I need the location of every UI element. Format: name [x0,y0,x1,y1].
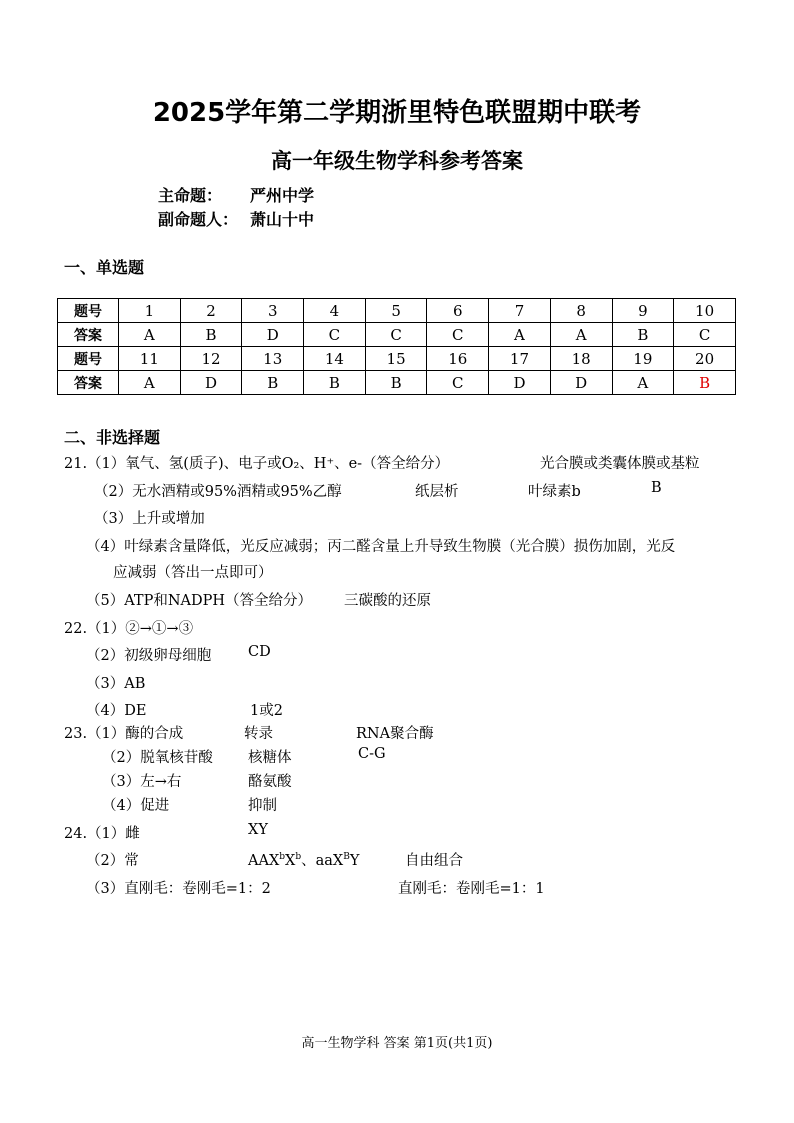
q22-line1: 22.（1）②→①→③ [64,621,194,637]
answer-cell: D [489,371,551,395]
q23-line2-b: 核糖体 [248,750,292,766]
answer-cell-highlighted: B [674,371,736,395]
genotype-part: Y [349,853,360,869]
q21-line5-a: （5）ATP和NADPH（答全给分） [86,593,313,609]
answer-cell: D [550,371,612,395]
setter-label: 主命题： [158,186,223,205]
q24-line1-b: XY [248,822,268,838]
q23-line2-a: （2）脱氧核苷酸 [102,750,213,766]
answer-cell: C [427,371,489,395]
answer-cell: A [612,371,674,395]
answer-cell: B [365,371,427,395]
page-subtitle: 高一年级生物学科参考答案 [271,149,523,173]
q21-line4-cont: 应减弱（答出一点即可） [113,565,273,581]
row-label: 题号 [58,347,119,371]
table-row-numbers-1 [58,299,736,323]
answer-cell: C [674,323,736,347]
question-number: 3 [242,299,304,323]
q21-line1-b: 光合膜或类囊体膜或基粒 [540,456,700,472]
question-number: 10 [674,299,736,323]
answer-cell: C [427,323,489,347]
co-setter-value: 萧山十中 [250,210,315,229]
q22-line4-b: 1或2 [250,703,283,719]
question-number: 7 [489,299,551,323]
co-setter-label: 副命题人： [158,210,239,229]
q21-line2-c: 叶绿素b [528,484,581,500]
question-number: 9 [612,299,674,323]
setter-line [158,183,314,206]
q21-line4: （4）叶绿素含量降低，光反应减弱；丙二醛含量上升导致生物膜（光合膜）损伤加剧，光反 [86,539,676,555]
question-number: 15 [365,347,427,371]
genotype-sup: b [295,852,302,863]
answer-cell: D [242,323,304,347]
q23-line4-b: 抑制 [248,798,277,814]
q22-line2-a: （2）初级卵母细胞 [86,648,212,664]
q21-line2-b: 纸层析 [415,484,459,500]
row-label: 答案 [58,323,119,347]
answer-cell: B [180,323,242,347]
genotype-sup: B [343,852,350,863]
question-number: 14 [304,347,366,371]
section2-heading: 二、非选择题 [64,428,161,447]
row-label: 题号 [58,299,119,323]
row-label: 答案 [58,371,119,395]
question-number: 13 [242,347,304,371]
page-title: 2025学年第二学期浙里特色联盟期中联考 [152,98,642,128]
question-number: 11 [119,347,181,371]
answer-cell: A [119,323,181,347]
answer-cell: C [365,323,427,347]
question-number: 20 [674,347,736,371]
q23-line4-a: （4）促进 [102,798,170,814]
co-setter-line [158,207,314,230]
q24-genotypes [248,849,359,870]
answer-cell: B [304,371,366,395]
section1-heading: 一、单选题 [64,258,145,277]
q24-line1-a: 24.（1）雌 [64,826,140,842]
q23-line2-c: C-G [358,746,386,762]
q24-line2-c: 自由组合 [405,853,463,869]
q22-line4-a: （4）DE [86,703,147,719]
q23-line3-a: （3）左→右 [102,774,182,790]
question-number: 16 [427,347,489,371]
question-number: 17 [489,347,551,371]
table-row-numbers-2 [58,347,736,371]
q23-line1-b: 转录 [244,726,273,742]
question-number: 18 [550,347,612,371]
setter-value: 严州中学 [250,186,315,205]
question-number: 2 [180,299,242,323]
q24-line2-a: （2）常 [86,853,139,869]
answer-cell: C [304,323,366,347]
answer-table [57,298,736,395]
question-number: 19 [612,347,674,371]
answer-cell: B [242,371,304,395]
question-number: 1 [119,299,181,323]
table-row-answers-2 [58,371,736,395]
q21-line2-d: B [651,480,662,496]
answer-cell: B [612,323,674,347]
answer-cell: D [180,371,242,395]
q21-line3: （3）上升或增加 [94,511,205,527]
question-number: 6 [427,299,489,323]
question-number: 4 [304,299,366,323]
q22-line2-b: CD [248,644,271,660]
q24-line3-a: （3）直刚毛：卷刚毛=1：2 [86,881,271,897]
answer-cell: A [489,323,551,347]
genotype-part: AAX [248,853,280,869]
genotype-part: 、aaX [301,853,344,869]
genotype-sup: b [279,852,286,863]
table-row-answers-1 [58,323,736,347]
q21-line2-a: （2）无水酒精或95%酒精或95%乙醇 [94,484,342,500]
q23-line1-a: 23.（1）酶的合成 [64,726,184,742]
q23-line1-c: RNA聚合酶 [356,726,434,742]
question-number: 12 [180,347,242,371]
question-number: 8 [550,299,612,323]
page-footer: 高一生物学科 答案 第1页(共1页) [301,1036,493,1051]
genotype-part: X [285,853,296,869]
question-number: 5 [365,299,427,323]
q24-line3-b: 直刚毛：卷刚毛=1：1 [398,881,545,897]
answer-cell: A [119,371,181,395]
q22-line3: （3）AB [86,676,146,692]
q21-line5-b: 三碳酸的还原 [344,593,431,609]
q21-line1-a: 21.（1）氧气、氢(质子)、电子或O₂、H⁺、e-（答全给分） [64,456,450,472]
q23-line3-b: 酪氨酸 [248,774,292,790]
answer-cell: A [550,323,612,347]
